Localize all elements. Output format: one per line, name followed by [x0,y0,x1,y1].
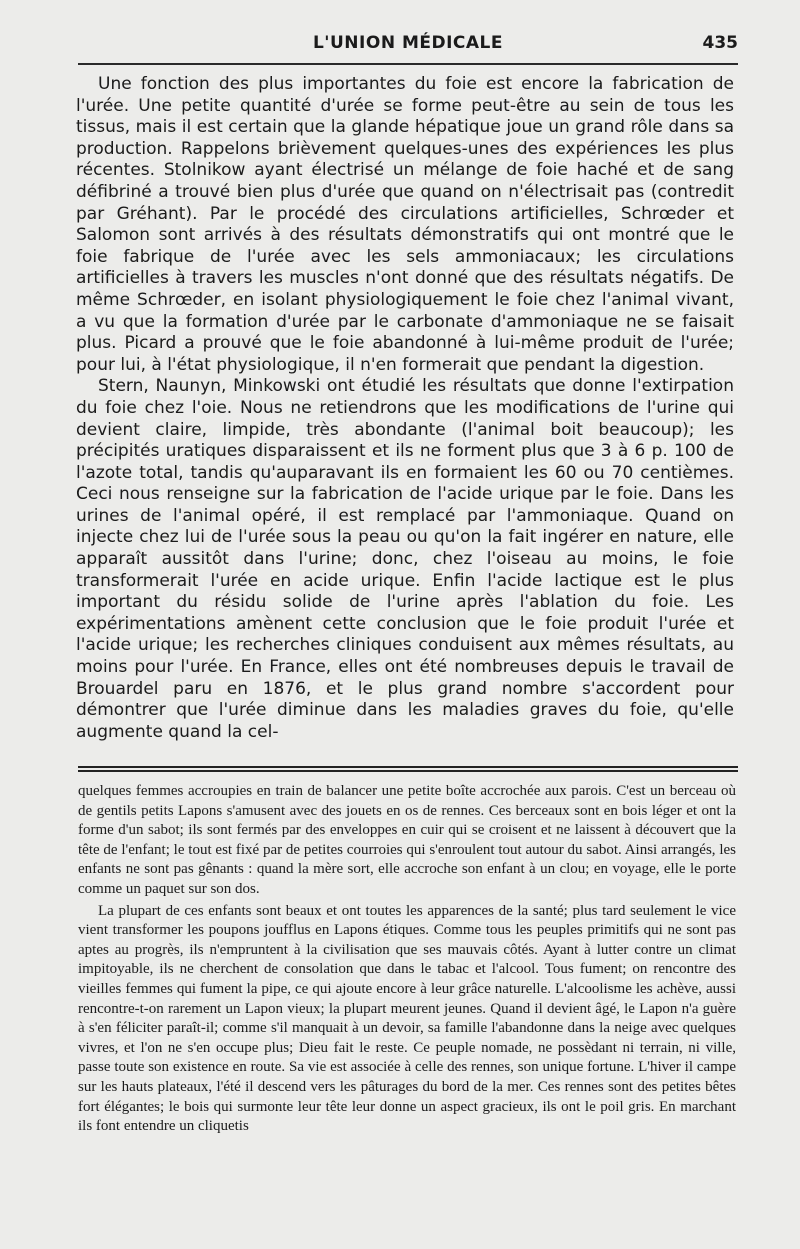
footnote-separator [78,766,738,772]
footnote-block [78,782,736,1137]
header-rule [78,63,738,65]
main-text-block [76,74,734,743]
running-header [78,30,738,62]
journal-title: L'UNION MÉDICALE [312,33,504,53]
page-number: 435 [702,33,738,53]
footnote-paragraph-1: quelques femmes accroupies en train de balancer une petite boîte accrochée aux parois. C'est un berceau où de gentils petits Lapons s'amusent avec des jouets en os de rennes. Ces berceaux sont en bois léger et ont la forme d'un sabot; ils sont fermés par des enveloppes en cuir qui se croisent et ne laissent à découvert que la tête de l'enfant; le tout est fixé par de petites courroies qui s'enroulent tout autour du sabot. Ainsi arrangés, les enfants ne sont pas gênants : quand la mère sort, elle accroche son enfant à un clou; en voyage, elle le porte comme un paquet sur son dos. [78,783,736,897]
main-paragraph-2: Stern, Naunyn, Minkowski ont étudié les résultats que donne l'extirpation du foie chez l'oie. Nous ne retiendrons que les modifications de l'urine qui devient claire, limpide, très abondante (l'animal boit beaucoup); les précipités uratiques disparaissent et ils ne forment plus que 3 à 6 p. 100 de l'azote total, tandis qu'auparavant ils en formaient les 60 ou 70 centièmes. Ceci nous renseigne sur la fabrication de l'acide urique par le foie. Dans les urines de l'animal opéré, il est remplacé par l'ammoniaque. Quand on injecte chez lui de l'urée sous la peau ou qu'on la fait ingérer en nature, elle apparaît aussitôt dans l'urine; donc, chez l'oiseau au moins, le foie transformerait l'urée en acide urique. Enfin l'acide lactique est le plus important du résidu solide de l'urine après l'ablation du foie. Les expérimentations amènent cette conclusion que le foie produit l'urée et l'acide urique; les recherches cliniques conduisent aux mêmes résultats, au moins pour l'urée. En France, elles ont été nombreuses depuis le travail de Brouardel paru en 1876, et le plus grand nombre s'accordent pour démontrer que l'urée diminue dans les maladies graves du foie, qu'elle augmente quand la cel- [76,376,734,742]
footnote-paragraph-2: La plupart de ces enfants sont beaux et ont toutes les apparences de la santé; plus tard seulement le vice vient transformer les poupons joufflus en Lapons étiques. Comme tous les peuples primitifs qui ne sont pas aptes au progrès, ils n'empruntent à la civilisation que ses mauvais côtés. Ayant à lutter contre un climat impitoyable, ils ne cherchent de consolation que dans le tabac et l'alcool. Tous fument; on rencontre des vieilles femmes qui fument la pipe, ce qui ajoute encore à leur grâce naturelle. L'alcoolisme les achève, aussi rencontre-t-on rarement un Lapon vieux; la plupart meurent jeunes. Quand il devient âgé, le Lapon n'a guère à s'en féliciter paraît-il; comme s'il manquait à un devoir, sa famille l'abandonne dans la neige avec quelques vivres, et l'on ne s'en occupe plus; Dieu fait le reste. Ce peuple nomade, ne possèdant ni terrain, ni ville, passe toute son existence en route. Sa vie est associée à celle des rennes, son unique fortune. L'hiver il campe sur les hauts plateaux, l'été il descend vers les pâturages du bord de la mer. Ces rennes sont des petites bêtes fort élégantes; le bois qui surmonte leur tête leur donne un aspect gracieux, ils ont le poil gris. En marchant ils font entendre un cliquetis [78,902,736,1135]
main-paragraph-1: Une fonction des plus importantes du foie est encore la fabrication de l'urée. Une petite quantité d'urée se forme peut-être au sein de tous les tissus, mais il est certain que la glande hépatique joue un grand rôle dans sa production. Rappelons brièvement quelques-unes des expériences les plus récentes. Stolnikow ayant électrisé un mélange de foie haché et de sang défibriné a trouvé bien plus d'urée que quand on n'électrisait pas (contredit par Gréhant). Par le procédé des circulations artificielles, Schrœder et Salomon sont arrivés à des résultats démonstratifs qui ont montré que le foie fabrique de l'urée avec les sels ammoniacaux; les circulations artificielles à travers les muscles n'ont donné que des résultats négatifs. De même Schrœder, en isolant physiologiquement le foie chez l'animal vivant, a vu que la formation d'urée par le carbonate d'ammoniaque ne se faisait plus. Picard a prouvé que le foie abandonné à lui-même produit de l'urée; pour lui, à l'état physiologique, il n'en formerait que pendant la digestion. [76,74,734,375]
